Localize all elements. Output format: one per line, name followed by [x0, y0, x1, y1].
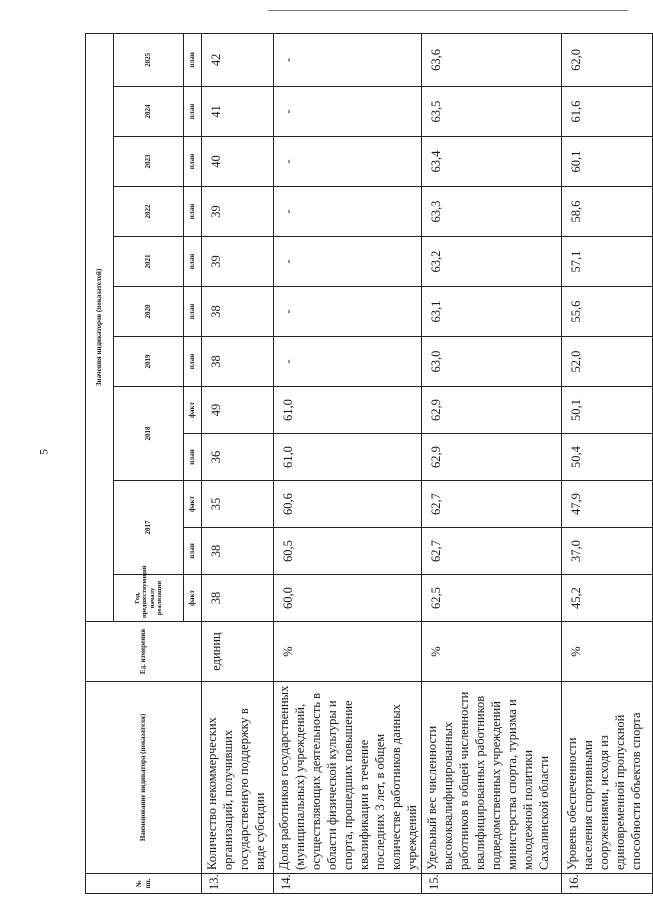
row-name: Доля работников государственных (муниципальных) учреждений, осуществляющих деятельность в области физической культуры и спорта, прошедших повышение квалификации в течение последних 3 лет, в общем количестве работников данных учреждений	[274, 682, 422, 874]
cell-value: 38	[202, 528, 274, 575]
header-year-2023: 2023	[114, 137, 184, 187]
cell-value: 62,5	[422, 575, 562, 622]
row-name: Удельный вес численности высококвалифицированных работников в общей численности квалифицированных работников подведомственных учреждений министерства спорта, туризма и молодежной политики Сахалинской области	[422, 682, 562, 874]
scan-edge-line	[268, 10, 628, 11]
cell-value: -	[274, 287, 422, 337]
header-name: Наименование индикатора (показателя)	[86, 682, 202, 874]
rotated-table-container	[85, 34, 643, 894]
row-unit: %	[422, 622, 562, 682]
cell-value: 58,6	[562, 187, 653, 237]
table-row	[562, 33, 653, 893]
cell-value: -	[274, 33, 422, 86]
cell-value: 50,1	[562, 387, 653, 434]
header-unit: Ед. измерения	[86, 622, 202, 682]
header-base-year: Год, предшествующий началу реализации	[114, 575, 184, 622]
cell-value: 41	[202, 87, 274, 137]
cell-value: 36	[202, 434, 274, 481]
header-year-2017: 2017	[114, 481, 184, 575]
row-no: 15.	[422, 874, 562, 894]
header-plan: план	[184, 187, 202, 237]
cell-value: 50,4	[562, 434, 653, 481]
cell-value: 63,1	[422, 287, 562, 337]
cell-value: 63,0	[422, 337, 562, 387]
header-fact: факт	[184, 575, 202, 622]
indicators-table	[85, 33, 653, 894]
cell-value: 63,3	[422, 187, 562, 237]
table-row	[202, 33, 274, 893]
header-year-2019: 2019	[114, 337, 184, 387]
cell-value: 62,7	[422, 528, 562, 575]
row-unit: %	[274, 622, 422, 682]
cell-value: 62,0	[562, 33, 653, 86]
cell-value: -	[274, 237, 422, 287]
cell-value: 39	[202, 237, 274, 287]
cell-value: 61,0	[274, 434, 422, 481]
page-number: 5	[36, 449, 51, 455]
header-plan: план	[184, 337, 202, 387]
header-plan: план	[184, 33, 202, 86]
cell-value: -	[274, 87, 422, 137]
header-year-2020: 2020	[114, 287, 184, 337]
header-values: Значения индикаторов (показателей)	[86, 33, 114, 621]
cell-value: 47,9	[562, 481, 653, 528]
cell-value: 42	[202, 33, 274, 86]
header-no: № пп.	[86, 874, 202, 894]
cell-value: -	[274, 137, 422, 187]
header-plan: план	[184, 137, 202, 187]
cell-value: -	[274, 187, 422, 237]
row-name: Количество некоммерческих организаций, получивших государственную поддержку в виде субсидии	[202, 682, 274, 874]
header-fact: факт	[184, 387, 202, 434]
cell-value: 63,2	[422, 237, 562, 287]
cell-value: 62,9	[422, 387, 562, 434]
row-no: 13.	[202, 874, 274, 894]
header-plan: план	[184, 87, 202, 137]
header-plan: план	[184, 237, 202, 287]
header-plan: план	[184, 287, 202, 337]
header-plan: план	[184, 434, 202, 481]
cell-value: 63,5	[422, 87, 562, 137]
header-plan: план	[184, 528, 202, 575]
cell-value: 61,6	[562, 87, 653, 137]
cell-value: -	[274, 337, 422, 387]
row-unit: единиц	[202, 622, 274, 682]
table-row	[274, 33, 422, 893]
cell-value: 40	[202, 137, 274, 187]
header-year-2018: 2018	[114, 387, 184, 481]
header-year-2021: 2021	[114, 237, 184, 287]
cell-value: 60,0	[274, 575, 422, 622]
header-year-2024: 2024	[114, 87, 184, 137]
cell-value: 61,0	[274, 387, 422, 434]
row-no: 16.	[562, 874, 653, 894]
row-unit: %	[562, 622, 653, 682]
cell-value: 39	[202, 187, 274, 237]
cell-value: 62,9	[422, 434, 562, 481]
cell-value: 60,6	[274, 481, 422, 528]
header-year-2022: 2022	[114, 187, 184, 237]
header-year-2025: 2025	[114, 33, 184, 86]
header-fact: факт	[184, 481, 202, 528]
row-no: 14.	[274, 874, 422, 894]
cell-value: 38	[202, 287, 274, 337]
cell-value: 38	[202, 337, 274, 387]
cell-value: 60,5	[274, 528, 422, 575]
cell-value: 60,1	[562, 137, 653, 187]
cell-value: 35	[202, 481, 274, 528]
cell-value: 49	[202, 387, 274, 434]
cell-value: 52,0	[562, 337, 653, 387]
cell-value: 38	[202, 575, 274, 622]
row-name: Уровень обеспеченности населения спортивными сооружениями, исходя из единовременной пропускной способности объектов спорта	[562, 682, 653, 874]
cell-value: 45,2	[562, 575, 653, 622]
cell-value: 37,0	[562, 528, 653, 575]
cell-value: 62,7	[422, 481, 562, 528]
table-row	[422, 33, 562, 893]
cell-value: 63,4	[422, 137, 562, 187]
cell-value: 63,6	[422, 33, 562, 86]
cell-value: 57,1	[562, 237, 653, 287]
cell-value: 55,6	[562, 287, 653, 337]
